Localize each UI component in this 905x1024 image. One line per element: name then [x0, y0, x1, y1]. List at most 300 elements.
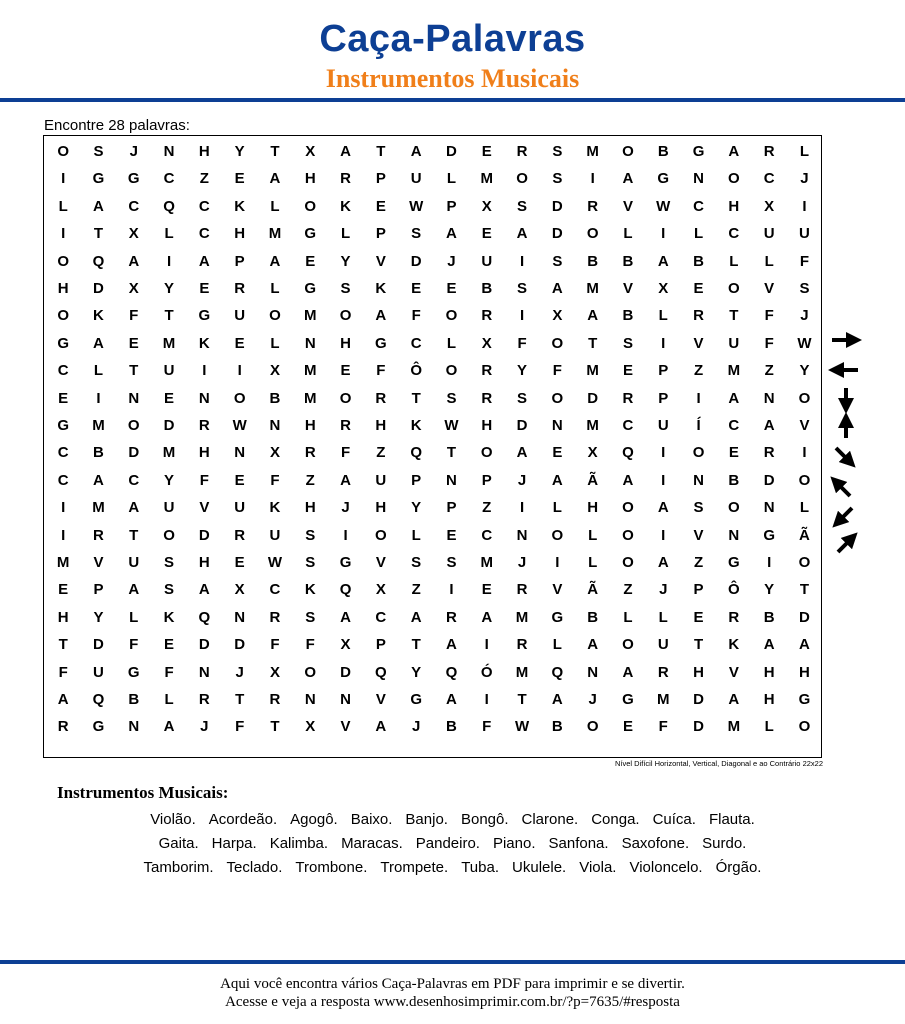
- grid-cell: X: [305, 718, 316, 736]
- grid-cell: T: [93, 225, 104, 243]
- grid-cell: H: [763, 691, 775, 708]
- grid-cell: I: [519, 307, 525, 325]
- grid-cell: A: [340, 471, 351, 489]
- grid-cell: Z: [199, 170, 209, 188]
- grid-cell: P: [375, 170, 386, 188]
- grid-cell: O: [798, 471, 811, 489]
- grid-cell: V: [799, 417, 810, 434]
- grid-cell: I: [661, 526, 666, 544]
- grid-cell: T: [729, 307, 739, 325]
- grid-cell: P: [446, 499, 457, 517]
- grid-cell: O: [445, 362, 458, 380]
- header-divider: [0, 98, 905, 102]
- grid-cell: S: [93, 143, 104, 160]
- word-list-item: Tamborim.: [143, 859, 214, 876]
- grid-cell: N: [693, 170, 704, 188]
- grid-cell: U: [163, 362, 175, 380]
- grid-cell: E: [446, 280, 457, 297]
- grid-cell: C: [57, 362, 69, 380]
- grid-cell: O: [622, 526, 634, 544]
- grid-cell: X: [269, 362, 280, 380]
- grid-cell: D: [693, 718, 704, 736]
- grid-cell: E: [552, 444, 563, 462]
- grid-cell: O: [516, 170, 528, 188]
- grid-cell: A: [340, 608, 351, 626]
- grid-cell: B: [622, 307, 634, 325]
- grid-cell: G: [198, 307, 211, 325]
- grid-cell: O: [551, 334, 564, 352]
- grid-cell: M: [480, 170, 493, 188]
- grid-cell: D: [446, 143, 457, 160]
- grid-cell: U: [657, 417, 669, 434]
- grid-cell: W: [232, 417, 247, 434]
- grid-cell: K: [375, 280, 387, 297]
- grid-cell: B: [128, 691, 140, 708]
- grid-cell: O: [728, 499, 740, 517]
- grid-cell: Z: [764, 362, 774, 380]
- grid-cell: A: [728, 691, 740, 708]
- word-list-item: Piano.: [492, 835, 536, 852]
- grid-cell: A: [516, 444, 528, 462]
- grid-cell: L: [623, 225, 633, 243]
- grid-cell: C: [57, 471, 69, 489]
- grid-cell: Q: [622, 444, 634, 462]
- grid-cell: L: [552, 499, 562, 517]
- word-list-item: Surdo.: [702, 835, 747, 852]
- grid-cell: I: [519, 252, 525, 270]
- grid-cell: H: [763, 663, 775, 681]
- word-list-item: Clarone.: [521, 811, 579, 828]
- grid-cell: U: [481, 252, 493, 270]
- grid-cell: R: [693, 307, 704, 325]
- grid-cell: S: [305, 554, 316, 571]
- grid-cell: P: [93, 581, 104, 599]
- word-list-item: Agogô.: [290, 811, 338, 828]
- grid-cell: V: [375, 691, 386, 708]
- grid-cell: Z: [482, 499, 492, 517]
- grid-cell: H: [198, 444, 210, 462]
- grid-cell: R: [234, 526, 246, 544]
- grid-cell: Y: [164, 471, 175, 489]
- grid-cell: B: [269, 389, 281, 407]
- grid-cell: P: [693, 581, 704, 599]
- grid-cell: E: [58, 581, 69, 599]
- footer-divider: [0, 960, 905, 964]
- grid-cell: T: [235, 691, 245, 708]
- word-list-item: Sanfona.: [548, 835, 609, 852]
- grid-cell: T: [270, 143, 280, 160]
- grid-cell: A: [446, 636, 457, 654]
- grid-cell: F: [376, 362, 386, 380]
- grid-cell: Z: [623, 581, 633, 599]
- grid-cell: B: [728, 471, 740, 489]
- grid-cell: L: [799, 143, 810, 160]
- grid-cell: L: [446, 334, 457, 352]
- grid-cell: F: [270, 636, 280, 654]
- grid-cell: M: [586, 143, 599, 160]
- grid-cell: M: [586, 362, 599, 380]
- grid-cell: N: [128, 718, 140, 736]
- grid-cell: L: [588, 526, 598, 544]
- arrow-down-right-icon: [836, 448, 850, 462]
- word-list-item: Violoncelo.: [629, 859, 703, 876]
- grid-cell: O: [57, 307, 69, 325]
- grid-cell: K: [269, 499, 281, 517]
- word-search-grid: [43, 135, 822, 758]
- grid-cell: I: [96, 389, 101, 407]
- grid-cell: S: [552, 143, 563, 160]
- grid-cell: O: [622, 143, 634, 160]
- word-list-line: [0, 835, 905, 852]
- grid-cell: E: [234, 471, 245, 489]
- grid-cell: A: [340, 143, 351, 160]
- grid-cell: R: [57, 718, 69, 736]
- grid-cell: C: [128, 197, 140, 215]
- grid-cell: C: [763, 170, 775, 188]
- grid-row: [44, 713, 821, 740]
- grid-cell: G: [798, 691, 811, 708]
- grid-cell: A: [763, 636, 775, 654]
- grid-cell: N: [587, 663, 599, 681]
- grid-cell: O: [692, 444, 705, 462]
- grid-row: [44, 631, 821, 658]
- grid-cell: J: [129, 143, 138, 160]
- grid-cell: Y: [799, 362, 810, 380]
- grid-cell: M: [303, 362, 317, 380]
- grid-cell: C: [410, 334, 422, 352]
- grid-cell: X: [764, 197, 775, 215]
- grid-row: [44, 275, 821, 302]
- grid-cell: S: [411, 225, 422, 243]
- grid-cell: E: [164, 389, 175, 407]
- grid-cell: T: [693, 636, 704, 654]
- grid-cell: M: [515, 663, 529, 681]
- grid-cell: D: [93, 280, 104, 297]
- grid-cell: H: [304, 417, 316, 434]
- grid-cell: S: [799, 280, 810, 297]
- grid-cell: R: [304, 444, 316, 462]
- grid-cell: N: [128, 389, 140, 407]
- grid-cell: O: [480, 444, 493, 462]
- grid-cell: M: [162, 444, 176, 462]
- grid-cell: A: [93, 197, 104, 215]
- grid-cell: G: [57, 417, 69, 434]
- grid-cell: V: [199, 499, 210, 517]
- grid-cell: E: [164, 636, 175, 654]
- word-list-item: Bongô.: [460, 811, 509, 828]
- grid-cell: G: [57, 334, 69, 352]
- grid-cell: O: [551, 389, 564, 407]
- grid-cell: N: [304, 691, 316, 708]
- word-list-item: Conga.: [591, 811, 640, 828]
- grid-cell: E: [622, 718, 633, 736]
- grid-cell: Q: [92, 252, 105, 270]
- grid-cell: M: [515, 608, 529, 626]
- word-list-item: Trombone.: [295, 859, 368, 876]
- grid-cell: P: [446, 197, 457, 215]
- grid-cell: R: [763, 143, 775, 160]
- grid-cell: H: [57, 608, 69, 626]
- grid-cell: V: [375, 252, 386, 270]
- grid-cell: I: [696, 389, 701, 407]
- grid-cell: I: [661, 471, 666, 489]
- grid-cell: Ô: [728, 581, 740, 599]
- grid-cell: X: [658, 280, 669, 297]
- grid-cell: D: [799, 608, 810, 626]
- grid-cell: D: [410, 252, 422, 270]
- grid-cell: A: [551, 471, 563, 489]
- grid-cell: L: [658, 307, 668, 325]
- grid-cell: G: [304, 280, 317, 297]
- grid-cell: X: [128, 225, 139, 243]
- grid-cell: J: [447, 252, 456, 270]
- grid-cell: J: [235, 663, 244, 681]
- grid-cell: B: [481, 280, 493, 297]
- grid-cell: A: [128, 581, 140, 599]
- grid-row: [44, 357, 821, 384]
- grid-cell: U: [163, 499, 175, 517]
- grid-cell: Q: [375, 663, 387, 681]
- grid-cell: E: [199, 280, 210, 297]
- word-list-item: Teclado.: [226, 859, 283, 876]
- grid-cell: B: [587, 252, 599, 270]
- grid-cell: T: [517, 691, 527, 708]
- grid-cell: S: [446, 554, 457, 571]
- grid-cell: E: [481, 581, 492, 599]
- grid-cell: V: [693, 526, 704, 544]
- grid-cell: P: [234, 252, 245, 270]
- grid-cell: L: [164, 691, 174, 708]
- grid-cell: I: [590, 170, 595, 188]
- grid-cell: L: [93, 362, 104, 380]
- grid-cell: G: [728, 554, 740, 571]
- grid-cell: A: [198, 581, 210, 599]
- grid-row: [44, 412, 821, 439]
- grid-cell: T: [58, 636, 68, 654]
- grid-cell: I: [555, 554, 560, 571]
- grid-cell: A: [410, 608, 422, 626]
- grid-cell: U: [375, 471, 387, 489]
- grid-cell: H: [375, 499, 387, 517]
- grid-cell: V: [728, 663, 739, 681]
- grid-cell: E: [481, 143, 492, 160]
- grid-row: [44, 576, 821, 603]
- grid-cell: O: [304, 663, 317, 681]
- grid-cell: K: [163, 608, 175, 626]
- grid-cell: F: [799, 252, 810, 270]
- grid-cell: A: [551, 280, 563, 297]
- grid-cell: V: [622, 280, 633, 297]
- word-list-item: Ukulele.: [512, 859, 567, 876]
- grid-cell: X: [340, 636, 351, 654]
- grid-cell: F: [517, 334, 527, 352]
- grid-cell: N: [198, 389, 210, 407]
- grid-cell: I: [519, 499, 525, 517]
- grid-cell: L: [270, 334, 280, 352]
- grid-cell: F: [235, 718, 245, 736]
- grid-cell: M: [727, 362, 741, 380]
- grid-cell: C: [481, 526, 493, 544]
- page-subtitle: Instrumentos Musicais: [325, 64, 580, 93]
- grid-cell: O: [798, 554, 811, 571]
- grid-cell: S: [517, 389, 528, 407]
- grid-cell: O: [551, 526, 564, 544]
- grid-cell: F: [411, 307, 421, 325]
- grid-cell: A: [93, 471, 104, 489]
- grid-cell: R: [198, 417, 210, 434]
- grid-cell: A: [587, 307, 599, 325]
- grid-cell: Q: [339, 581, 352, 599]
- grid-cell: Q: [551, 663, 564, 681]
- grid-cell: M: [92, 417, 105, 434]
- grid-cell: C: [128, 471, 140, 489]
- arrow-up-left-icon: [836, 482, 850, 496]
- grid-cell: B: [93, 444, 104, 462]
- grid-cell: L: [623, 608, 633, 626]
- grid-cell: D: [551, 197, 563, 215]
- grid-cell: S: [552, 170, 563, 188]
- grid-cell: H: [728, 197, 740, 215]
- grid-cell: C: [57, 444, 69, 462]
- grid-cell: Y: [234, 143, 245, 160]
- grid-cell: A: [128, 499, 140, 517]
- grid-cell: A: [622, 471, 634, 489]
- grid-cell: J: [800, 170, 809, 188]
- grid-cell: Ã: [799, 526, 810, 544]
- grid-cell: A: [446, 225, 457, 243]
- grid-cell: A: [516, 225, 528, 243]
- grid-cell: F: [129, 307, 139, 325]
- grid-cell: W: [444, 417, 459, 434]
- grid-cell: T: [376, 143, 386, 160]
- grid-cell: J: [659, 581, 668, 599]
- grid-row: [44, 467, 821, 494]
- grid-cell: R: [234, 280, 246, 297]
- word-list-item: Kalimba.: [269, 835, 329, 852]
- grid-cell: T: [799, 581, 810, 599]
- grid-cell: Q: [163, 197, 175, 215]
- grid-cell: L: [658, 608, 668, 626]
- grid-cell: S: [164, 581, 175, 599]
- grid-cell: E: [693, 608, 704, 626]
- grid-cell: A: [622, 170, 634, 188]
- grid-cell: F: [764, 307, 774, 325]
- grid-cell: I: [61, 225, 66, 243]
- grid-row: [44, 248, 821, 275]
- grid-cell: O: [375, 526, 387, 544]
- grid-cell: X: [269, 444, 280, 462]
- grid-cell: A: [410, 143, 422, 160]
- grid-cell: L: [764, 252, 774, 270]
- grid-cell: M: [480, 554, 493, 571]
- grid-cell: G: [375, 334, 387, 352]
- grid-cell: N: [763, 499, 775, 517]
- grid-cell: C: [728, 417, 740, 434]
- grid-cell: K: [728, 636, 740, 654]
- grid-cell: T: [446, 444, 457, 462]
- grid-cell: O: [728, 280, 740, 297]
- grid-cell: M: [303, 389, 317, 407]
- grid-cell: E: [728, 444, 739, 462]
- grid-cell: G: [127, 170, 140, 188]
- grid-cell: L: [588, 554, 598, 571]
- word-list-line: [0, 811, 905, 828]
- grid-cell: P: [375, 225, 386, 243]
- grid-cell: L: [58, 197, 68, 215]
- grid-cell: J: [517, 471, 527, 489]
- grid-cell: D: [516, 417, 528, 434]
- grid-cell: B: [657, 143, 669, 160]
- grid-cell: Q: [445, 663, 458, 681]
- grid-cell: O: [127, 417, 140, 434]
- grid-cell: L: [270, 197, 280, 215]
- grid-cell: W: [797, 334, 812, 352]
- grid-cell: G: [127, 663, 140, 681]
- grid-cell: H: [234, 225, 246, 243]
- grid-cell: H: [799, 663, 810, 681]
- word-list-item: Gaita.: [158, 835, 199, 852]
- grid-cell: M: [656, 691, 670, 708]
- grid-cell: A: [375, 307, 387, 325]
- grid-cell: B: [763, 608, 775, 626]
- grid-cell: Q: [410, 444, 422, 462]
- grid-cell: K: [410, 417, 422, 434]
- word-list-line: [0, 859, 905, 876]
- grid-cell: M: [586, 280, 599, 297]
- grid-cell: O: [339, 307, 352, 325]
- grid-cell: O: [269, 307, 281, 325]
- grid-cell: C: [198, 225, 210, 243]
- grid-cell: D: [234, 636, 246, 654]
- grid-cell: U: [93, 663, 104, 681]
- grid-cell: C: [163, 170, 175, 188]
- grid-cell: X: [269, 663, 280, 681]
- grid-cell: F: [764, 334, 774, 352]
- grid-cell: Z: [693, 362, 704, 380]
- grid-row: [44, 439, 821, 466]
- difficulty-note: Nível Difícil Horizontal, Vertical, Diagonal e ao Contrário 22x22: [614, 759, 823, 768]
- grid-cell: U: [234, 499, 246, 517]
- grid-cell: T: [164, 307, 174, 325]
- grid-cell: W: [514, 718, 530, 736]
- grid-cell: C: [693, 197, 704, 215]
- grid-cell: O: [622, 554, 634, 571]
- grid-cell: F: [129, 636, 139, 654]
- grid-cell: I: [802, 444, 807, 462]
- grid-cell: S: [411, 554, 422, 571]
- grid-cell: Ô: [410, 362, 422, 380]
- grid-cell: U: [657, 636, 669, 654]
- arrow-up-right-icon: [838, 538, 852, 552]
- grid-cell: S: [446, 389, 457, 407]
- grid-cell: I: [202, 362, 207, 380]
- grid-row: [44, 659, 821, 686]
- grid-cell: B: [622, 252, 634, 270]
- grid-cell: E: [305, 252, 316, 270]
- grid-cell: Y: [340, 252, 351, 270]
- grid-cell: E: [234, 334, 245, 352]
- grid-cell: R: [269, 691, 281, 708]
- grid-cell: I: [802, 197, 807, 215]
- grid-cell: E: [340, 362, 351, 380]
- grid-cell: A: [799, 636, 810, 654]
- grid-cell: I: [661, 334, 666, 352]
- instruction-text: Encontre 28 palavras:: [44, 117, 190, 134]
- grid-cell: U: [410, 170, 422, 188]
- grid-cell: I: [661, 444, 666, 462]
- grid-cell: A: [657, 499, 669, 517]
- word-list-item: Cuíca.: [652, 811, 696, 828]
